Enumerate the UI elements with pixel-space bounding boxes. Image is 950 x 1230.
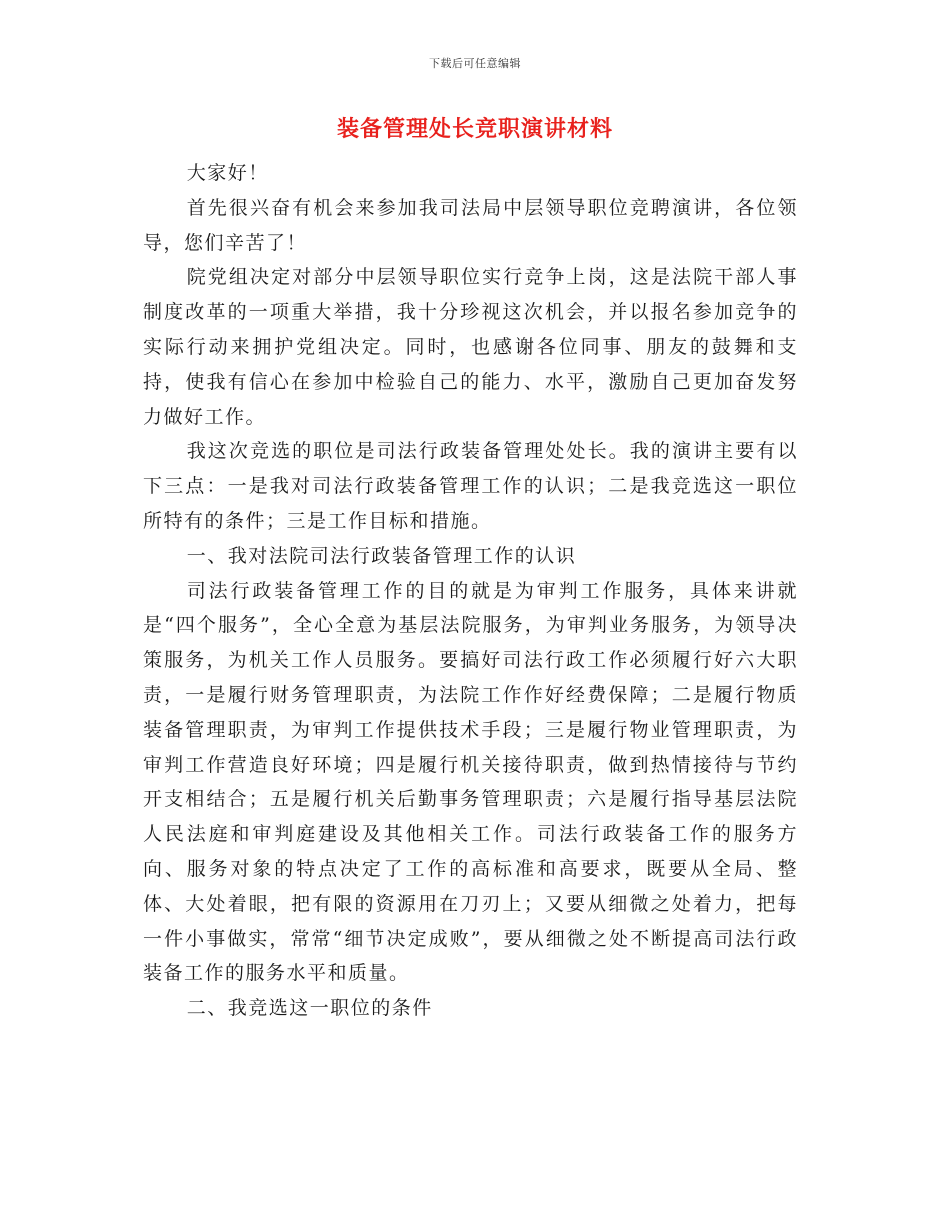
page-header-note: 下载后可任意编辑	[429, 57, 521, 70]
section-heading-1: 一、我对法院司法行政装备管理工作的认识	[186, 544, 577, 567]
document-body	[143, 156, 798, 1026]
paragraph-motivation: 院党组决定对部分中层领导职位实行竞争上岗，这是法院干部人事制度改革的一项重大举措，我十分珍视这次机会，并以报名参加竞争的实际行动来拥护党组决定。同时，也感谢各位同事、朋友的鼓舞和支持，使我有信心在参加中检验自己的能力、水平，激励自己更加奋发努力做好工作。	[143, 266, 798, 428]
paragraph-section-1: 司法行政装备管理工作的目的就是为审判工作服务，具体来讲就是“四个服务”，全心全意为基层法院服务，为审判业务服务，为领导决策服务，为机关工作人员服务。要搞好司法行政工作必须履行好六大职责，一是履行财务管理职责，为法院工作作好经费保障；二是履行物质装备管理职责，为审判工作提供技术手段；三是履行物业管理职责，为审判工作营造良好环境；四是履行机关接待职责，做到热情接待与节约开支相结合；五是履行机关后勤事务管理职责；六是履行指导基层法院人民法庭和审判庭建设及其他相关工作。司法行政装备工作的服务方向、服务对象的特点决定了工作的高标准和高要求，既要从全局、整体、大处着眼，把有限的资源用在刀刃上；又要从细微之处着力，把每一件小事做实，常常“细节决定成败”，要从细微之处不断提高司法行政装备工作的服务水平和质量。	[143, 579, 798, 985]
section-heading-2: 二、我竞选这一职位的条件	[186, 997, 433, 1020]
paragraph-greeting: 大家好！	[186, 162, 269, 184]
document-title: 装备管理处长竞职演讲材料	[336, 116, 613, 142]
paragraph-opening: 首先很兴奋有机会来参加我司法局中层领导职位竞聘演讲，各位领导，您们辛苦了！	[143, 196, 798, 254]
paragraph-outline: 我这次竞选的职位是司法行政装备管理处处长。我的演讲主要有以下三点：一是我对司法行政装备管理工作的认识；二是我竞选这一职位所特有的条件；三是工作目标和措施。	[143, 440, 798, 532]
